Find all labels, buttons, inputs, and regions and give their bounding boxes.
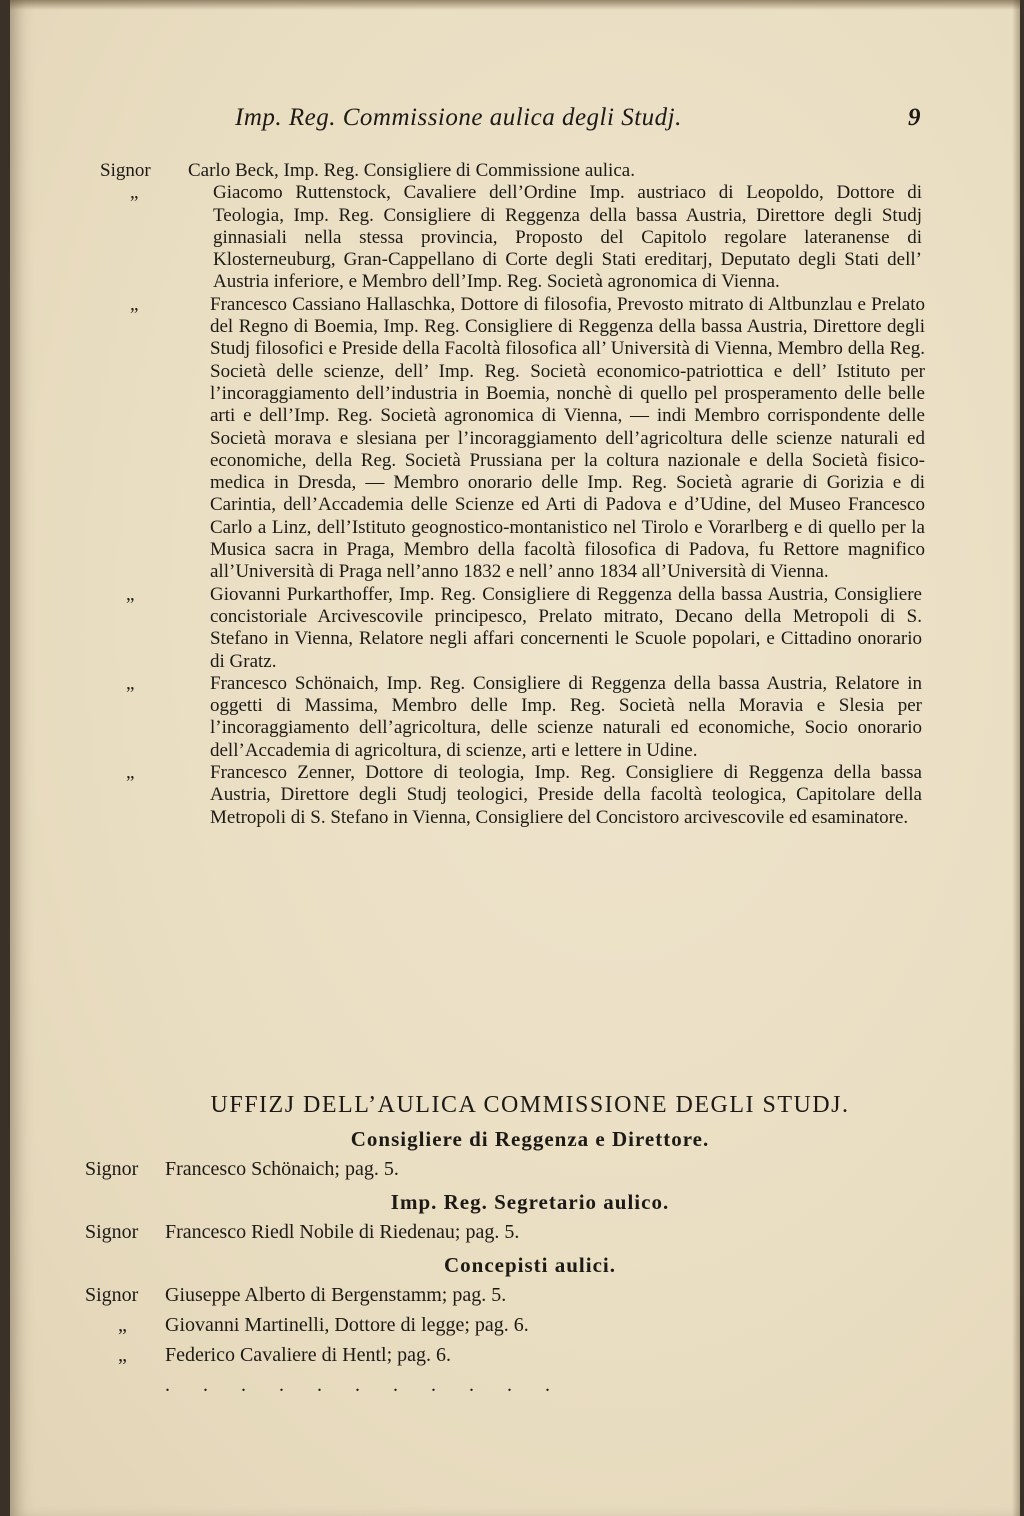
member-entry [10, 673, 1020, 762]
list-item [10, 1342, 1020, 1368]
row-label: Signor [85, 1284, 139, 1306]
row-label: Signor [85, 1221, 139, 1243]
member-entry [10, 160, 1020, 182]
row-label: Signor [85, 1158, 139, 1180]
group-heading: Concepisti aulici. [443, 1253, 616, 1277]
list-item [10, 1282, 1020, 1308]
entry-text: Giovanni Purkarthoffer, Imp. Reg. Consigliere di Reggenza della bassa Austria, Consigliere concistoriale Arcivescovile principesco, Prelato mitrato, Decano della Metropoli di S. Stefano in Vienna, Relatore negli affari concernenti le Scuole popolari, e Cittadino onorario di Gratz. [210, 583, 922, 672]
entry-text: Francesco Zenner, Dottore di teologia, Imp. Reg. Consigliere di Reggenza della bassa Austria, Direttore degli Studj teologici, Preside della facoltà teologica, Capitolare della Metropoli di S. Stefano in Vienna, Consigliere del Concistoro arcivescovile ed esaminatore. [210, 762, 922, 828]
member-list [10, 160, 1020, 829]
page-number: 9 [908, 104, 921, 131]
group-heading: Imp. Reg. Segretario aulico. [390, 1190, 670, 1214]
ditto-mark: „ [130, 182, 139, 204]
dotted-leader-row [10, 1372, 1020, 1398]
ditto-mark: „ [126, 583, 135, 605]
page-top-shadow [10, 0, 1020, 10]
book-page [10, 0, 1020, 1516]
member-entry [10, 584, 1020, 673]
ditto-mark: „ [130, 293, 139, 315]
dotted-leader: . . . . . . . . . . . [165, 1374, 564, 1396]
list-item [10, 1219, 1020, 1245]
entry-text: Carlo Beck, Imp. Reg. Consigliere di Commissione aulica. [188, 160, 635, 181]
section-title: UFFIZJ DELL’AULICA COMMISSIONE DEGLI STUDJ. [210, 1092, 850, 1118]
row-name: Giovanni Martinelli, Dottore di legge; pag. 6. [165, 1314, 529, 1336]
member-entry [10, 294, 1020, 584]
row-name: Francesco Riedl Nobile di Riedenau; pag. 5. [165, 1221, 520, 1243]
running-title: Imp. Reg. Commissione aulica degli Studj. [235, 104, 682, 131]
row-name: Federico Cavaliere di Hentl; pag. 6. [165, 1344, 452, 1366]
ditto-mark: „ [126, 672, 135, 694]
row-name: Giuseppe Alberto di Bergenstamm; pag. 5. [165, 1284, 507, 1306]
group-heading: Consigliere di Reggenza e Direttore. [350, 1127, 710, 1151]
member-entry [10, 182, 1020, 293]
list-item [10, 1312, 1020, 1338]
ditto-mark: „ [118, 1314, 127, 1336]
entry-text: Francesco Cassiano Hallaschka, Dottore di filosofia, Prevosto mitrato di Altbunzlau e Prelato del Regno di Boemia, Imp. Reg. Consigliere di Reggenza della bassa Austria, Direttore degli Studj filosofici e Preside della Facoltà filosofica all’ Università di Vienna, Membro della Reg. Società delle scienze, dell’ Imp. Reg. Società economico-patriottica e dell’ Istituto per l’incoraggiamento dell’industria in Boemia, nonchè di quello pel prosperamento delle belle arti e dell’Imp. Reg. Società agronomica di Vienna, — indi Membro corrispondente delle Società morava e slesiana per l’incoraggiamento dell’agricoltura delle scienze naturali ed economiche, della Reg. Società Prussiana per la coltura nazionale e della Società fisico-medica in Dresda, — Membro onorario delle Imp. Reg. Società agrarie di Gorizia e di Carintia, dell’Accademia delle Scienze ed Arti di Padova e d’Udine, del Museo Francesco Carlo a Linz, dell’Istituto geognostico-montanistico nel Tirolo e Vorarlberg e di quello per la Musica sacra in Praga, Membro della facoltà filosofica di Padova, fu Rettore magnifico all’Università di Praga nell’anno 1832 e nell’ anno 1834 all’Università di Vienna. [210, 293, 925, 583]
list-item [10, 1156, 1020, 1182]
offices-section [10, 1092, 1020, 1398]
entry-label: Signor [100, 160, 151, 181]
row-name: Francesco Schönaich; pag. 5. [165, 1158, 399, 1180]
ditto-mark: „ [126, 762, 135, 784]
entry-text: Giacomo Ruttenstock, Cavaliere dell’Ordine Imp. austriaco di Leopoldo, Dottore di Teologia, Imp. Reg. Consigliere di Reggenza della bassa Austria, Direttore degli Studj ginnasiali nella stessa provincia, Proposto del Capitolo regolare lateranense di Klosterneuburg, Gran-Cappellano di Corte degli Stati ereditarj, Deputato degli Stati dell’ Austria inferiore, e Membro dell’Imp. Reg. Società agronomica di Vienna. [213, 182, 922, 293]
ditto-mark: „ [118, 1344, 127, 1366]
member-entry [10, 762, 1020, 829]
entry-text: Francesco Schönaich, Imp. Reg. Consigliere di Reggenza della bassa Austria, Relatore in oggetti di Massima, Membro delle Imp. Reg. Società nella Moravia e Slesia per l’incoraggiamento dell’agricoltura, delle scienze naturali ed economiche, Socio onorario dell’Accademia di agricoltura, di scienze, arti e lettere in Udine. [210, 672, 922, 761]
